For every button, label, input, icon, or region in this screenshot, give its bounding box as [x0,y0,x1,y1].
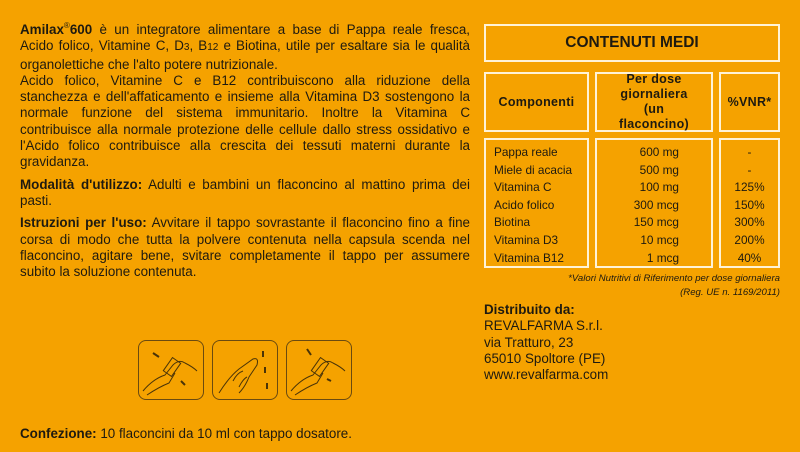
benefits-paragraph: Acido folico, Vitamine C e B12 contribuiscono alla riduzione della stanchezza e dell'affaticamento e insieme alla Vitamina D3 sostengono la normale funzione del sistema immunitario. Inoltre la Vitamina C contribuisce alla normale protezione delle cellule dallo stress ossidativo e l'Acido folico contribuisce alla crescita dei tessuti materni durante la gravidanza. [20,72,470,170]
distributor-street: via Tratturo, 23 [484,334,574,350]
header-dose: Per dose giornaliera (un flaconcino) [595,72,713,132]
component-name: Biotina [494,215,531,230]
intro-text: è un integratore alimentare a base di Pappa reale fresca, Acido folico, Vitamine C, D [20,22,470,54]
product-description [20,18,470,280]
instructions-paragraph [20,215,470,280]
component-name: Vitamina C [494,180,552,195]
vnr-value: 40% [737,250,762,265]
column-vnr [719,138,780,268]
vnr-footnote [568,272,780,300]
distributor-label: Distribuito da: [484,302,575,317]
distributor-block [484,302,608,383]
registered-mark: ® [63,21,70,30]
dose-value: 100 mg [639,180,679,195]
component-name: Vitamina B12 [494,250,564,265]
dose-value: 10 mcg [640,232,679,247]
footnote-line: *Valori Nutritivi di Riferimento per dose giornaliera [568,273,780,284]
intro-text: , B [189,38,208,54]
distributor-name: REVALFARMA S.r.l. [484,318,603,334]
vnr-value: 200% [734,232,765,247]
intro-paragraph [20,18,470,73]
vnr-value: 300% [734,215,765,230]
intro-text: e Biotina, utile per esaltare sia le qualità organolettiche che l'alto potere nutrizionale. [20,38,471,72]
usage-paragraph [20,177,470,210]
usage-text: Adulti e bambini un flaconcino al mattino prima dei pasti. [20,176,470,208]
dose-value: 500 mg [639,162,679,177]
vnr-value: 125% [734,180,765,195]
brand-name: Amilax [20,22,64,37]
dose-value: 150 mcg [633,215,679,230]
column-components [484,138,589,268]
dose-value: 300 mcg [633,197,679,212]
distributor-city: 65010 Spoltore (PE) [484,350,606,366]
package-label: Confezione: [20,426,97,441]
dose-value: 1 mcg [646,250,679,265]
vnr-value: - [747,162,752,177]
screw-cap-icon [138,340,204,400]
component-name: Acido folico [494,197,555,212]
component-name: Pappa reale [494,145,558,159]
instructions-text: Avvitare il tappo sovrastante il flaconcino fino a fine corsa di modo che tutta la polvere contenuta nella capsula scenda nel flaconcino, agitare bene, svitare completamente il tappo per assumere subito la soluzione contenuta. [20,215,470,280]
instruction-pictograms [138,340,352,400]
footnote-line: (Reg. UE n. 1169/2011) [680,287,780,298]
table-title: CONTENUTI MEDI [484,24,780,62]
distributor-website: www.revalfarma.com [484,367,609,383]
package-text: 10 flaconcini da 10 ml con tappo dosatore. [96,426,352,441]
package-info [20,426,352,441]
header-componenti: Componenti [484,72,589,132]
header-vnr: %VNR* [719,72,780,132]
vnr-value: - [747,145,752,159]
brand-number: 600 [69,22,93,37]
instructions-label: Istruzioni per l'uso: [20,215,147,231]
dose-value: 600 mg [639,145,679,159]
component-name: Vitamina D3 [494,232,559,247]
subscript: 12 [207,42,219,54]
unscrew-cap-icon [286,340,352,400]
vnr-value: 150% [734,197,765,212]
usage-label: Modalità d'utilizzo: [20,176,143,192]
subscript: 3 [183,42,190,54]
column-dose [595,138,713,268]
shake-vial-icon [212,340,278,400]
component-name: Miele di acacia [494,162,573,177]
